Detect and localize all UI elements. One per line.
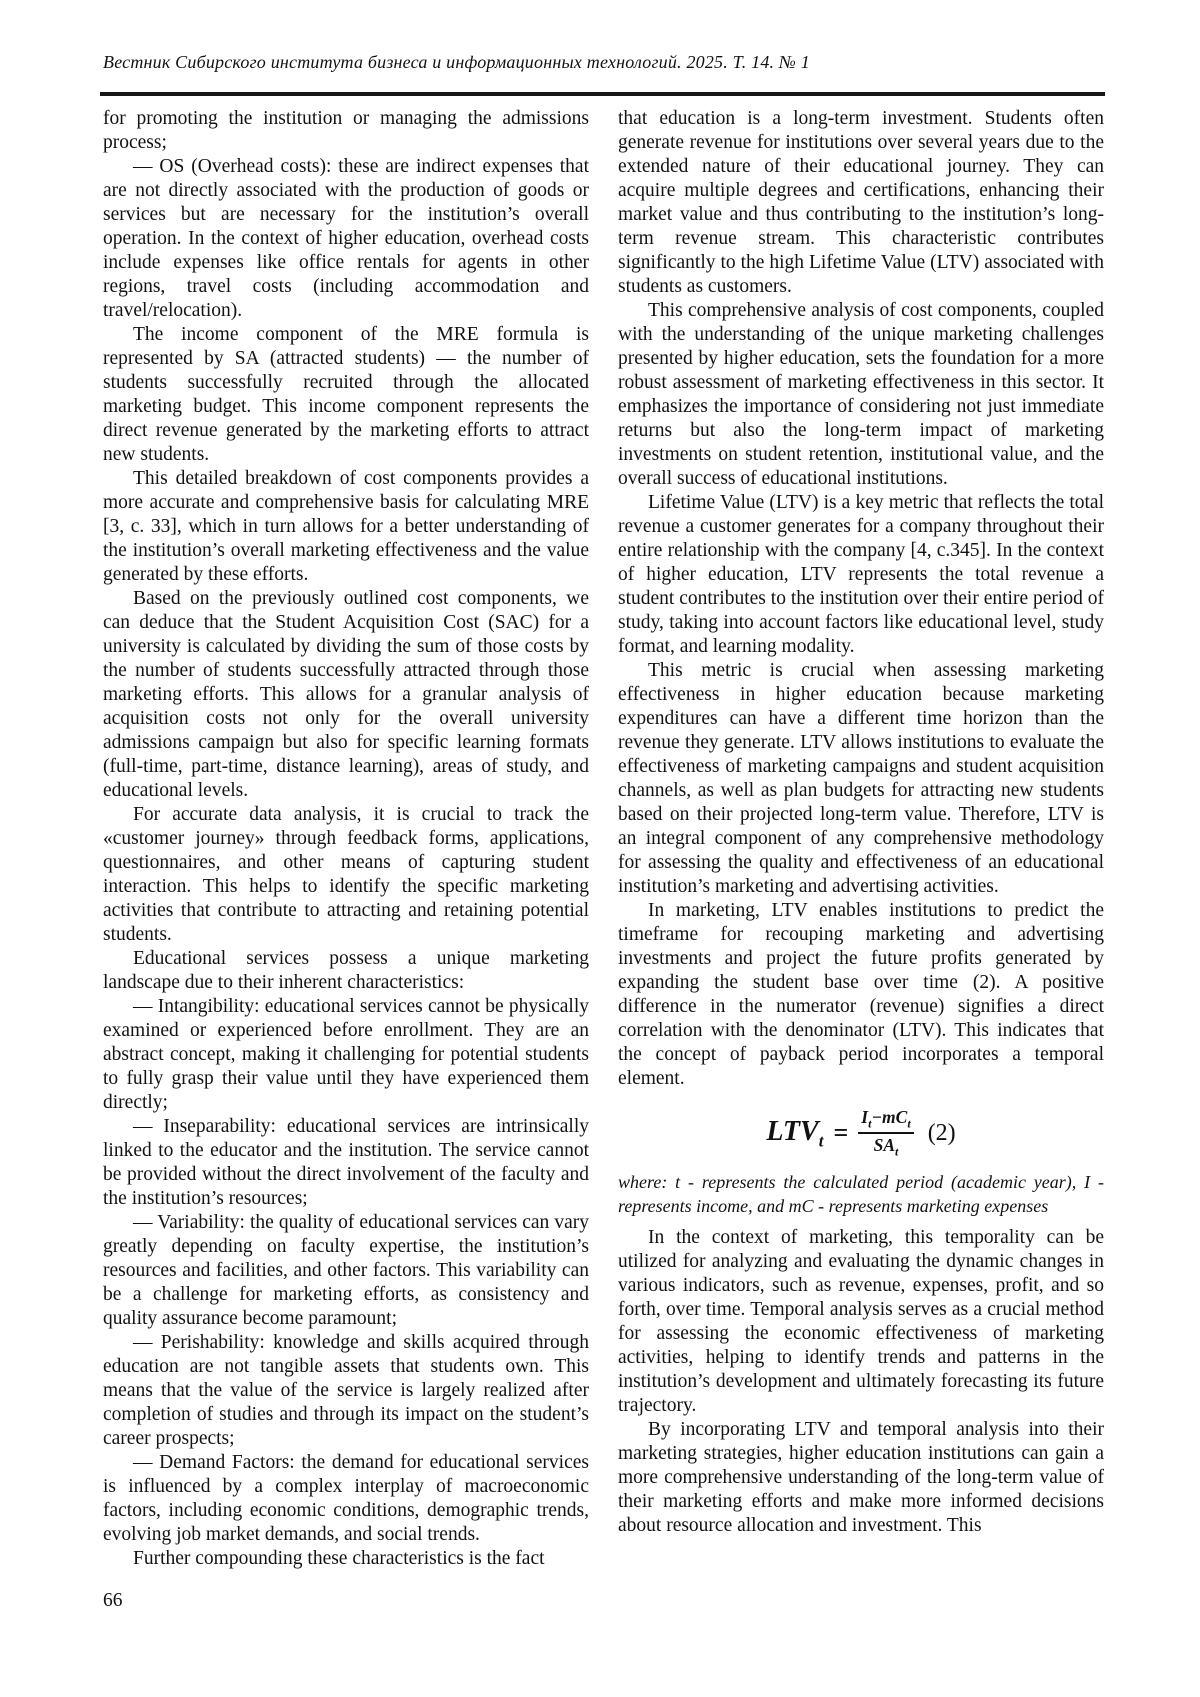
numerator-mc-symbol: mC: [882, 1107, 908, 1127]
formula-equals: =: [833, 1118, 849, 1148]
formula-fraction: [858, 1107, 913, 1160]
paragraph: that education is a long-term investment. Students often generate revenue for institutions over several years due to the extended nature of their educational journey. They can acquire multiple degrees and certifications, enhancing their market value and thus contributing to the institution’s long-term revenue stream. This characteristic contributes significantly to the high Lifetime Value (LTV) associated with students as customers.: [618, 108, 1104, 297]
left-column: [103, 107, 589, 1571]
two-column-body: [103, 107, 1105, 1571]
numerator-income-symbol: I: [861, 1107, 869, 1127]
page-number: 66: [103, 1590, 123, 1611]
formula-denominator: [874, 1134, 899, 1159]
paragraph: This detailed breakdown of cost components provides a more accurate and comprehensive basis for calculating MRE [3, c. 33], which in turn allows for a better understanding of the institution’s overall marketing effectiveness and the value generated by these efforts.: [103, 468, 589, 585]
paragraph: The income component of the MRE formula is represented by SA (attracted students) — the number of students successfully recruited through the allocated marketing budget. This income component represents the direct revenue generated by the marketing efforts to attract new students.: [103, 324, 589, 465]
paragraph: — Intangibility: educational services cannot be physically examined or experienced before enrollment. They are an abstract concept, making it challenging for potential students to fully grasp their value until they have experienced them directly;: [103, 996, 589, 1113]
formula-numerator: [858, 1107, 913, 1134]
paragraph: Educational services possess a unique marketing landscape due to their inherent characteristics:: [103, 948, 589, 993]
numerator-mc-subscript: t: [907, 1116, 911, 1131]
formula-lhs-symbol: LTV: [766, 1115, 819, 1147]
formula-lhs: [766, 1116, 823, 1152]
denominator-subscript: t: [895, 1144, 899, 1159]
paragraph: For accurate data analysis, it is crucial to track the «customer journey» through feedback forms, applications, questionnaires, and other means of capturing student interaction. This helps to identify the specific marketing activities that contribute to attracting and retaining potential students.: [103, 804, 589, 945]
journal-header: Вестник Сибирского института бизнеса и информационных технологий. 2025. Т. 14. № 1: [103, 52, 811, 72]
header-rule: [100, 92, 1105, 96]
right-column: [618, 107, 1104, 1571]
ltv-formula: [618, 1107, 1104, 1160]
formula-number: (2): [927, 1119, 956, 1146]
formula-lhs-subscript: t: [818, 1131, 824, 1151]
paragraph: — Inseparability: educational services are intrinsically linked to the educator and the institution. The service cannot be provided without the direct involvement of the faculty and the institution’s resources;: [103, 1116, 589, 1209]
numerator-minus-sign: −: [871, 1107, 883, 1127]
paragraph: Lifetime Value (LTV) is a key metric that reflects the total revenue a customer generates for a company throughout their entire relationship with the company [4, c.345]. In the context of higher education, LTV represents the total revenue a student contributes to the institution over their entire period of study, taking into account factors like educational level, study format, and learning modality.: [618, 492, 1104, 657]
paragraph: — OS (Overhead costs): these are indirect expenses that are not directly associated with the production of goods or services but are necessary for the institution’s overall operation. In the context of higher education, overhead costs include expenses like office rentals for agents in other regions, travel costs (including accommodation and travel/relocation).: [103, 156, 589, 321]
paragraph: This comprehensive analysis of cost components, coupled with the understanding of the unique marketing challenges presented by higher education, sets the foundation for a more robust assessment of marketing effectiveness in this sector. It emphasizes the importance of considering not just immediate returns but also the long-term impact of marketing investments on student retention, institutional value, and the overall success of educational institutions.: [618, 300, 1104, 489]
paragraph: — Variability: the quality of educational services can vary greatly depending on faculty expertise, the institution’s resources and facilities, and other factors. This variability can be a challenge for marketing efforts, as consistency and quality assurance become paramount;: [103, 1212, 589, 1329]
paragraph: Further compounding these characteristics is the fact: [133, 1548, 545, 1569]
paragraph: In the context of marketing, this temporality can be utilized for analyzing and evaluating the dynamic changes in various indicators, such as revenue, expenses, profit, and so forth, over time. Temporal analysis serves as a crucial method for assessing the economic effectiveness of marketing activities, helping to identify trends and patterns in the institution’s development and ultimately forecasting its future trajectory.: [618, 1226, 1104, 1416]
denominator-symbol: SA: [873, 1135, 896, 1156]
paragraph: — Perishability: knowledge and skills acquired through education are not tangible assets that students own. This means that the value of the service is largely realized after completion of studies and through its impact on the student’s career prospects;: [103, 1332, 589, 1449]
numerator-income-subscript: t: [868, 1116, 872, 1131]
paragraph: Based on the previously outlined cost components, we can deduce that the Student Acquisition Cost (SAC) for a university is calculated by dividing the sum of those costs by the number of students successfully attracted through those marketing efforts. This allows for a granular analysis of acquisition costs not only for the overall university admissions campaign but also for specific learning formats (full-time, part-time, distance learning), areas of study, and educational levels.: [103, 588, 589, 801]
formula-note: where: t - represents the calculated period (academic year), I - represents income, and mC - represents marketing expenses: [618, 1171, 1104, 1216]
paragraph: In marketing, LTV enables institutions to predict the timeframe for recouping marketing and advertising investments and project the future profits generated by expanding the student base over time (2). A positive difference in the numerator (revenue) signifies a direct correlation with the denominator (LTV). This indicates that the concept of payback period incorporates a temporal element.: [618, 900, 1104, 1089]
paragraph: By incorporating LTV and temporal analysis into their marketing strategies, higher education institutions can gain a more comprehensive understanding of the long-term value of their marketing efforts and make more informed decisions about resource allocation and investment. This: [618, 1418, 1104, 1536]
paragraph: for promoting the institution or managing the admissions process;: [103, 108, 589, 153]
paragraph: — Demand Factors: the demand for educational services is influenced by a complex interplay of macroeconomic factors, including economic conditions, demographic trends, evolving job market demands, and social trends.: [103, 1452, 589, 1545]
paragraph: This metric is crucial when assessing marketing effectiveness in higher education because marketing expenditures can have a different time horizon than the revenue they generate. LTV allows institutions to evaluate the effectiveness of marketing campaigns and student acquisition channels, as well as plan budgets for attracting new students based on their projected long-term value. Therefore, LTV is an integral component of any comprehensive methodology for assessing the quality and effectiveness of an educational institution’s marketing and advertising activities.: [618, 660, 1104, 897]
